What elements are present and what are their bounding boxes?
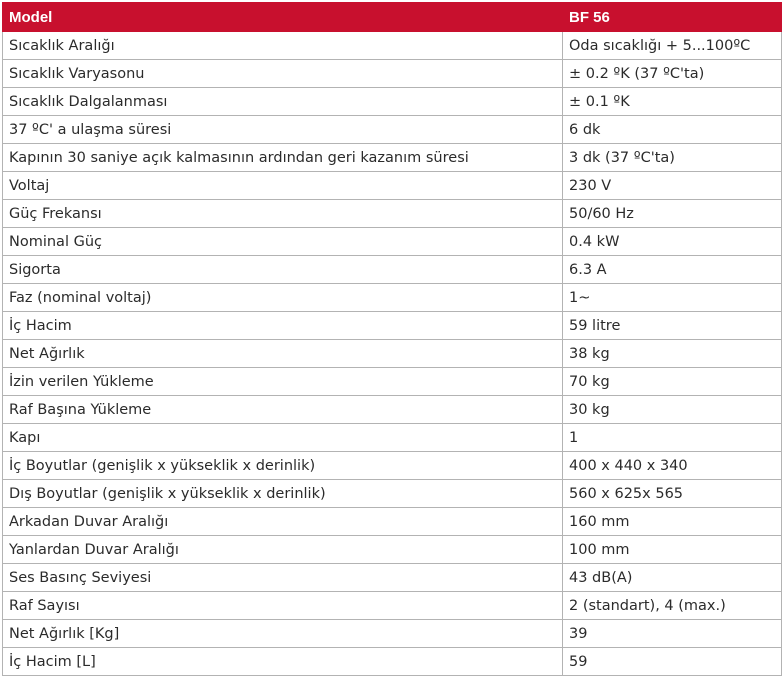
row-label: Arkadan Duvar Aralığı [3, 508, 563, 536]
row-label: Net Ağırlık [3, 340, 563, 368]
row-value: ± 0.1 ºK [563, 88, 782, 116]
table-row [3, 172, 782, 200]
row-label: 37 ºC' a ulaşma süresi [3, 116, 563, 144]
row-label: Sıcaklık Dalgalanması [3, 88, 563, 116]
row-value: 2 (standart), 4 (max.) [563, 592, 782, 620]
row-value: 39 [563, 620, 782, 648]
row-label: Kapının 30 saniye açık kalmasının ardından geri kazanım süresi [3, 144, 563, 172]
row-label: Raf Sayısı [3, 592, 563, 620]
row-label: Raf Başına Yükleme [3, 396, 563, 424]
row-value: Oda sıcaklığı + 5...100ºC [563, 32, 782, 60]
row-value: 160 mm [563, 508, 782, 536]
table-row [3, 256, 782, 284]
row-label: İç Hacim [L] [3, 648, 563, 676]
table-row [3, 592, 782, 620]
table-row [3, 200, 782, 228]
row-label: Sıcaklık Aralığı [3, 32, 563, 60]
table-row [3, 368, 782, 396]
row-label: Nominal Güç [3, 228, 563, 256]
row-value: 400 x 440 x 340 [563, 452, 782, 480]
row-value: 30 kg [563, 396, 782, 424]
table-row [3, 620, 782, 648]
table-row [3, 284, 782, 312]
table-row [3, 508, 782, 536]
table-row [3, 88, 782, 116]
row-value: 560 x 625x 565 [563, 480, 782, 508]
header-model: Model [3, 3, 563, 32]
row-label: İç Boyutlar (genişlik x yükseklik x derinlik) [3, 452, 563, 480]
table-row [3, 312, 782, 340]
row-value: 50/60 Hz [563, 200, 782, 228]
row-value: 230 V [563, 172, 782, 200]
table-row [3, 424, 782, 452]
table-row [3, 452, 782, 480]
table-header-row [3, 3, 782, 32]
row-label: Net Ağırlık [Kg] [3, 620, 563, 648]
table-row [3, 340, 782, 368]
row-label: Ses Basınç Seviyesi [3, 564, 563, 592]
table-row [3, 564, 782, 592]
row-label: Sıcaklık Varyasonu [3, 60, 563, 88]
table-row [3, 396, 782, 424]
row-label: İzin verilen Yükleme [3, 368, 563, 396]
row-label: Yanlardan Duvar Aralığı [3, 536, 563, 564]
table-row [3, 144, 782, 172]
table-row [3, 480, 782, 508]
row-value: 59 [563, 648, 782, 676]
table-row [3, 116, 782, 144]
row-value: 3 dk (37 ºC'ta) [563, 144, 782, 172]
row-label: Voltaj [3, 172, 563, 200]
header-product: BF 56 [563, 3, 782, 32]
row-value: 43 dB(A) [563, 564, 782, 592]
row-value: 1 [563, 424, 782, 452]
row-value: 6 dk [563, 116, 782, 144]
row-label: Kapı [3, 424, 563, 452]
row-label: İç Hacim [3, 312, 563, 340]
spec-table [2, 2, 782, 676]
row-value: 38 kg [563, 340, 782, 368]
row-value: ± 0.2 ºK (37 ºC'ta) [563, 60, 782, 88]
table-body [3, 32, 782, 676]
table-row [3, 60, 782, 88]
table-row [3, 32, 782, 60]
row-label: Faz (nominal voltaj) [3, 284, 563, 312]
row-value: 59 litre [563, 312, 782, 340]
row-value: 100 mm [563, 536, 782, 564]
table-row [3, 648, 782, 676]
row-label: Sigorta [3, 256, 563, 284]
row-label: Dış Boyutlar (genişlik x yükseklik x derinlik) [3, 480, 563, 508]
row-value: 1~ [563, 284, 782, 312]
row-label: Güç Frekansı [3, 200, 563, 228]
table-row [3, 228, 782, 256]
table-row [3, 536, 782, 564]
row-value: 6.3 A [563, 256, 782, 284]
row-value: 70 kg [563, 368, 782, 396]
row-value: 0.4 kW [563, 228, 782, 256]
